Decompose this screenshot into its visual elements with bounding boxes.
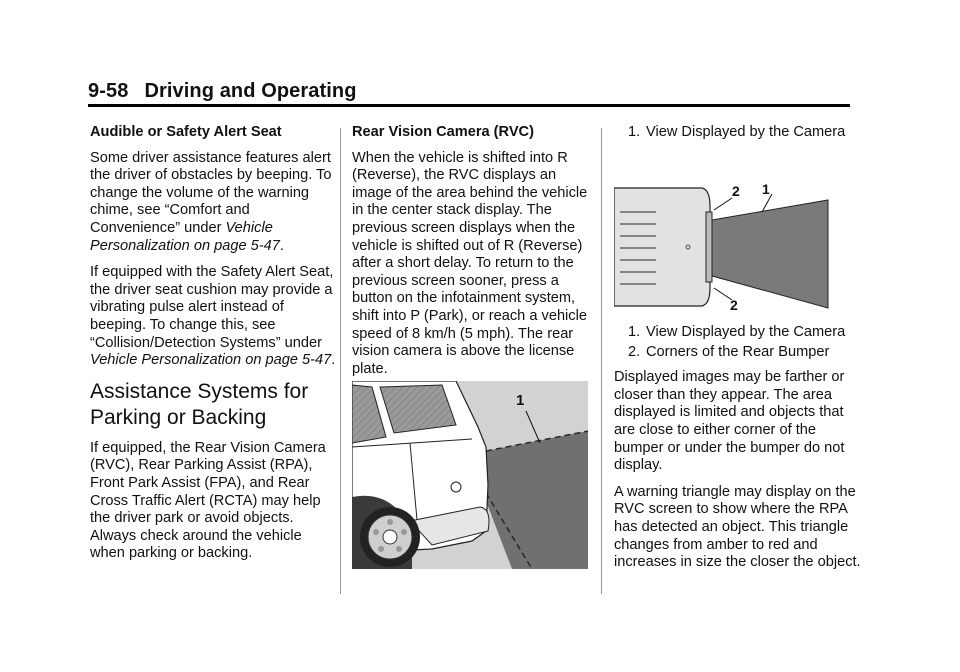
section-heading: Assistance Systems for Parking or Backing [90, 379, 309, 429]
figure-callout: 1 [762, 181, 770, 197]
column-3-continued [614, 324, 864, 581]
column-divider [601, 128, 602, 594]
top-view-illustration [614, 176, 850, 312]
column-divider [340, 128, 341, 594]
section-title: Driving and Operating [144, 80, 357, 102]
caption-item: 1. View Displayed by the Camera [628, 324, 846, 340]
caption-item: 2. Corners of the Rear Bumper [628, 343, 830, 360]
rear-camera-illustration [352, 381, 588, 569]
subheading: Rear Vision Camera (RVC) [352, 124, 534, 140]
paragraph: If equipped, the Rear Vision Camera (RVC), Rear Parking Assist (RPA), Front Park Assist (FPA), and Rear Cross Traffic Alert (RCTA) may help the driver park or avoid objects. Always check around the vehicle when parking or backing. [90, 439, 326, 562]
header-rule [88, 104, 850, 107]
cross-reference-link[interactable]: Vehicle Personalization on page 5-47 [90, 352, 332, 369]
page-header [88, 80, 357, 103]
caption-item: 1. View Displayed by the Camera [628, 124, 846, 140]
figure-callout: 2 [730, 297, 738, 312]
page-number: 9-58 [88, 80, 129, 102]
column-3 [614, 124, 864, 150]
paragraph: Displayed images may be farther or closer than they appear. The area displayed is limited and objects that are close to either corner of the bumper or under the bumper do not display. [614, 369, 845, 474]
subheading: Audible or Safety Alert Seat [90, 124, 282, 140]
paragraph: Some driver assistance features alert the driver of obstacles by beeping. To change the volume of the warning chime, see “Comfort and Convenience” under Vehicle Personalization on page 5-47. [90, 149, 332, 254]
figure-callout: 1 [516, 392, 525, 409]
column-1 [90, 124, 340, 572]
figure-caption [614, 324, 864, 361]
cross-reference-link[interactable]: Vehicle Personalization on page 5-47 [90, 219, 280, 254]
paragraph: If equipped with the Safety Alert Seat, the driver seat cushion may provide a vibrating pulse alert instead of beeping. To change this, see “Collision/Detection Systems” under Vehicle Personalization on page 5-47. [90, 264, 336, 369]
paragraph: A warning triangle may display on the RVC screen to show where the RPA has detected an object. This triangle changes from amber to red and increases in size the closer the object. [614, 483, 861, 571]
figure-caption [614, 124, 864, 142]
figure-callout: 2 [732, 183, 740, 199]
column-2 [352, 124, 592, 387]
paragraph: When the vehicle is shifted into R (Reverse), the RVC displays an image of the area behind the vehicle in the center stack display. The previous screen displays when the vehicle is shifted out of R (Reverse) after a short delay. To return to the previous screen sooner, press a button on the infotainment system, shift into P (Park), or reach a vehicle speed of 8 km/h (5 mph). The rear vision camera is above the license plate. [352, 149, 588, 377]
